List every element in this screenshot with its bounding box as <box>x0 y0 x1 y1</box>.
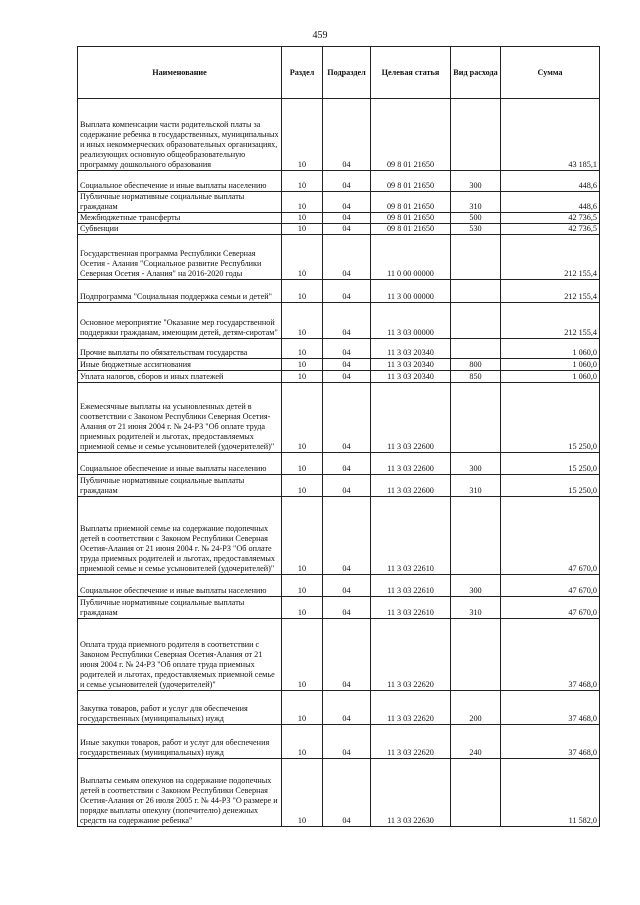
row-target-article: 09 8 01 21650 <box>371 213 451 224</box>
table-row <box>78 213 600 224</box>
row-razdel: 10 <box>282 475 323 497</box>
row-expense-type <box>451 619 501 691</box>
table-row <box>78 383 600 453</box>
table-row <box>78 99 600 171</box>
row-name: Публичные нормативные социальные выплаты гражданам <box>78 192 282 213</box>
row-name: Иные закупки товаров, работ и услуг для обеспечения государственных (муниципальных) нужд <box>78 725 282 759</box>
row-sum: 47 670,0 <box>501 575 600 597</box>
row-razdel: 10 <box>282 383 323 453</box>
row-podrazdel: 04 <box>323 213 371 224</box>
row-expense-type <box>451 759 501 827</box>
row-name: Прочие выплаты по обязательствам государства <box>78 339 282 359</box>
row-target-article: 11 3 03 22610 <box>371 575 451 597</box>
row-sum: 1 060,0 <box>501 359 600 371</box>
row-sum: 11 582,0 <box>501 759 600 827</box>
row-name: Субвенции <box>78 224 282 235</box>
row-podrazdel: 04 <box>323 575 371 597</box>
header-razdel: Раздел <box>282 47 323 99</box>
row-sum: 15 250,0 <box>501 475 600 497</box>
row-expense-type: 300 <box>451 453 501 475</box>
row-name: Социальное обеспечение и иные выплаты населению <box>78 453 282 475</box>
table-row <box>78 575 600 597</box>
row-target-article: 11 0 00 00000 <box>371 235 451 280</box>
table-row <box>78 359 600 371</box>
budget-table <box>77 46 600 827</box>
row-podrazdel: 04 <box>323 339 371 359</box>
header-name: Наименование <box>78 47 282 99</box>
row-podrazdel: 04 <box>323 619 371 691</box>
row-sum: 212 155,4 <box>501 280 600 303</box>
row-podrazdel: 04 <box>323 192 371 213</box>
row-expense-type: 310 <box>451 597 501 619</box>
row-podrazdel: 04 <box>323 359 371 371</box>
row-sum: 47 670,0 <box>501 597 600 619</box>
row-name: Ежемесячные выплаты на усыновленных детей в соответствии с Законом Республики Северная Осетия-Алания от 21 июня 2004 г. № 24-РЗ "Об оплате труда приемных родителей и льготах, предоставляемых приемной семье и семье усыновителей (удочерителей)" <box>78 383 282 453</box>
row-expense-type: 530 <box>451 224 501 235</box>
table-row <box>78 759 600 827</box>
row-razdel: 10 <box>282 619 323 691</box>
row-podrazdel: 04 <box>323 383 371 453</box>
row-name: Выплаты приемной семье на содержание подопечных детей в соответствии с Законом Республики Северная Осетия-Алания от 21 июня 2004 г. № 24-РЗ "Об оплате труда приемных родителей и льготах, предоставляемых приемной семье и семье усыновителей (удочерителей)" <box>78 497 282 575</box>
row-podrazdel: 04 <box>323 235 371 280</box>
row-expense-type: 240 <box>451 725 501 759</box>
row-expense-type: 300 <box>451 575 501 597</box>
row-target-article: 11 3 03 22620 <box>371 619 451 691</box>
row-name: Оплата труда приемного родителя в соответствии с Законом Республики Северная Осетия-Алания от 21 июня 2004 г. № 24-РЗ "Об оплате труда приемных родителей и льготах, предоставляемых приемной семье и семье усыновителей (удочерителей)" <box>78 619 282 691</box>
row-expense-type: 300 <box>451 171 501 192</box>
row-expense-type: 500 <box>451 213 501 224</box>
row-razdel: 10 <box>282 235 323 280</box>
row-sum: 42 736,5 <box>501 224 600 235</box>
row-target-article: 09 8 01 21650 <box>371 171 451 192</box>
row-razdel: 10 <box>282 339 323 359</box>
table-row <box>78 453 600 475</box>
table-row <box>78 303 600 339</box>
table-row <box>78 475 600 497</box>
row-expense-type: 200 <box>451 691 501 725</box>
table-row <box>78 280 600 303</box>
table-row <box>78 171 600 192</box>
row-sum: 37 468,0 <box>501 691 600 725</box>
row-razdel: 10 <box>282 497 323 575</box>
header-expense-type: Вид расхода <box>451 47 501 99</box>
row-podrazdel: 04 <box>323 597 371 619</box>
row-razdel: 10 <box>282 725 323 759</box>
row-podrazdel: 04 <box>323 99 371 171</box>
row-target-article: 11 3 03 20340 <box>371 371 451 383</box>
row-podrazdel: 04 <box>323 453 371 475</box>
row-sum: 448,6 <box>501 192 600 213</box>
header-target-article: Целевая статья <box>371 47 451 99</box>
row-podrazdel: 04 <box>323 497 371 575</box>
row-target-article: 11 3 03 22600 <box>371 453 451 475</box>
row-razdel: 10 <box>282 280 323 303</box>
row-target-article: 11 3 03 22600 <box>371 383 451 453</box>
table-row <box>78 691 600 725</box>
row-name: Выплата компенсации части родительской платы за содержание ребенка в государственных, муниципальных и иных некоммерческих образовательных организациях, реализующих основную общеобразовательную программу дошкольного образования <box>78 99 282 171</box>
page-number: 459 <box>312 30 328 41</box>
row-target-article: 09 8 01 21650 <box>371 192 451 213</box>
row-expense-type <box>451 303 501 339</box>
row-razdel: 10 <box>282 171 323 192</box>
row-sum: 37 468,0 <box>501 619 600 691</box>
row-expense-type <box>451 235 501 280</box>
row-razdel: 10 <box>282 213 323 224</box>
row-expense-type: 800 <box>451 359 501 371</box>
table-row <box>78 497 600 575</box>
row-razdel: 10 <box>282 575 323 597</box>
row-name: Выплаты семьям опекунов на содержание подопечных детей в соответствии с Законом Республики Северная Осетия-Алания от 26 июля 2005 г. № 44-РЗ "О размере и порядке выплаты опекуну (попечителю) денежных средств на содержание ребенка" <box>78 759 282 827</box>
row-podrazdel: 04 <box>323 224 371 235</box>
row-expense-type <box>451 280 501 303</box>
row-sum: 42 736,5 <box>501 213 600 224</box>
table-row <box>78 224 600 235</box>
row-target-article: 11 3 03 22620 <box>371 725 451 759</box>
row-podrazdel: 04 <box>323 725 371 759</box>
row-name: Уплата налогов, сборов и иных платежей <box>78 371 282 383</box>
row-razdel: 10 <box>282 99 323 171</box>
row-razdel: 10 <box>282 359 323 371</box>
row-sum: 448,6 <box>501 171 600 192</box>
row-razdel: 10 <box>282 224 323 235</box>
row-target-article: 11 3 03 22630 <box>371 759 451 827</box>
row-name: Межбюджетные трансферты <box>78 213 282 224</box>
row-sum: 212 155,4 <box>501 235 600 280</box>
row-target-article: 11 3 03 22620 <box>371 691 451 725</box>
row-razdel: 10 <box>282 192 323 213</box>
row-sum: 15 250,0 <box>501 453 600 475</box>
row-target-article: 11 3 00 00000 <box>371 280 451 303</box>
row-sum: 15 250,0 <box>501 383 600 453</box>
row-podrazdel: 04 <box>323 475 371 497</box>
row-name: Основное мероприятие "Оказание мер государственной поддержки гражданам, имеющим детей, детям-сиротам" <box>78 303 282 339</box>
row-target-article: 09 8 01 21650 <box>371 99 451 171</box>
row-podrazdel: 04 <box>323 280 371 303</box>
row-expense-type: 310 <box>451 475 501 497</box>
row-sum: 212 155,4 <box>501 303 600 339</box>
row-podrazdel: 04 <box>323 171 371 192</box>
row-razdel: 10 <box>282 371 323 383</box>
row-name: Социальное обеспечение и иные выплаты населению <box>78 575 282 597</box>
row-expense-type: 850 <box>451 371 501 383</box>
row-expense-type: 310 <box>451 192 501 213</box>
table-row <box>78 192 600 213</box>
row-expense-type <box>451 383 501 453</box>
row-razdel: 10 <box>282 453 323 475</box>
row-name: Государственная программа Республики Северная Осетия - Алания "Социальное развитие Республики Северная Осетия - Алания" на 2016-2020 годы <box>78 235 282 280</box>
row-name: Социальное обеспечение и иные выплаты населению <box>78 171 282 192</box>
row-target-article: 11 3 03 20340 <box>371 359 451 371</box>
row-name: Подпрограмма "Социальная поддержка семьи и детей" <box>78 280 282 303</box>
row-sum: 37 468,0 <box>501 725 600 759</box>
row-name: Закупка товаров, работ и услуг для обеспечения государственных (муниципальных) нужд <box>78 691 282 725</box>
row-razdel: 10 <box>282 597 323 619</box>
header-podrazdel: Подраздел <box>323 47 371 99</box>
row-expense-type <box>451 339 501 359</box>
row-target-article: 11 3 03 00000 <box>371 303 451 339</box>
row-razdel: 10 <box>282 303 323 339</box>
table-row <box>78 371 600 383</box>
row-sum: 1 060,0 <box>501 339 600 359</box>
header-sum: Сумма <box>501 47 600 99</box>
table-row <box>78 597 600 619</box>
row-target-article: 11 3 03 20340 <box>371 339 451 359</box>
row-expense-type <box>451 99 501 171</box>
row-target-article: 11 3 03 22600 <box>371 475 451 497</box>
row-sum: 47 670,0 <box>501 497 600 575</box>
table-row <box>78 235 600 280</box>
row-expense-type <box>451 497 501 575</box>
row-podrazdel: 04 <box>323 759 371 827</box>
row-target-article: 11 3 03 22610 <box>371 597 451 619</box>
row-podrazdel: 04 <box>323 371 371 383</box>
row-target-article: 11 3 03 22610 <box>371 497 451 575</box>
table-header-row <box>78 47 600 99</box>
table-row <box>78 339 600 359</box>
row-name: Публичные нормативные социальные выплаты гражданам <box>78 597 282 619</box>
row-razdel: 10 <box>282 759 323 827</box>
row-podrazdel: 04 <box>323 303 371 339</box>
row-razdel: 10 <box>282 691 323 725</box>
table-row <box>78 725 600 759</box>
row-name: Публичные нормативные социальные выплаты гражданам <box>78 475 282 497</box>
row-sum: 43 185,1 <box>501 99 600 171</box>
row-target-article: 09 8 01 21650 <box>371 224 451 235</box>
row-podrazdel: 04 <box>323 691 371 725</box>
row-name: Иные бюджетные ассигнования <box>78 359 282 371</box>
row-sum: 1 060,0 <box>501 371 600 383</box>
table-row <box>78 619 600 691</box>
